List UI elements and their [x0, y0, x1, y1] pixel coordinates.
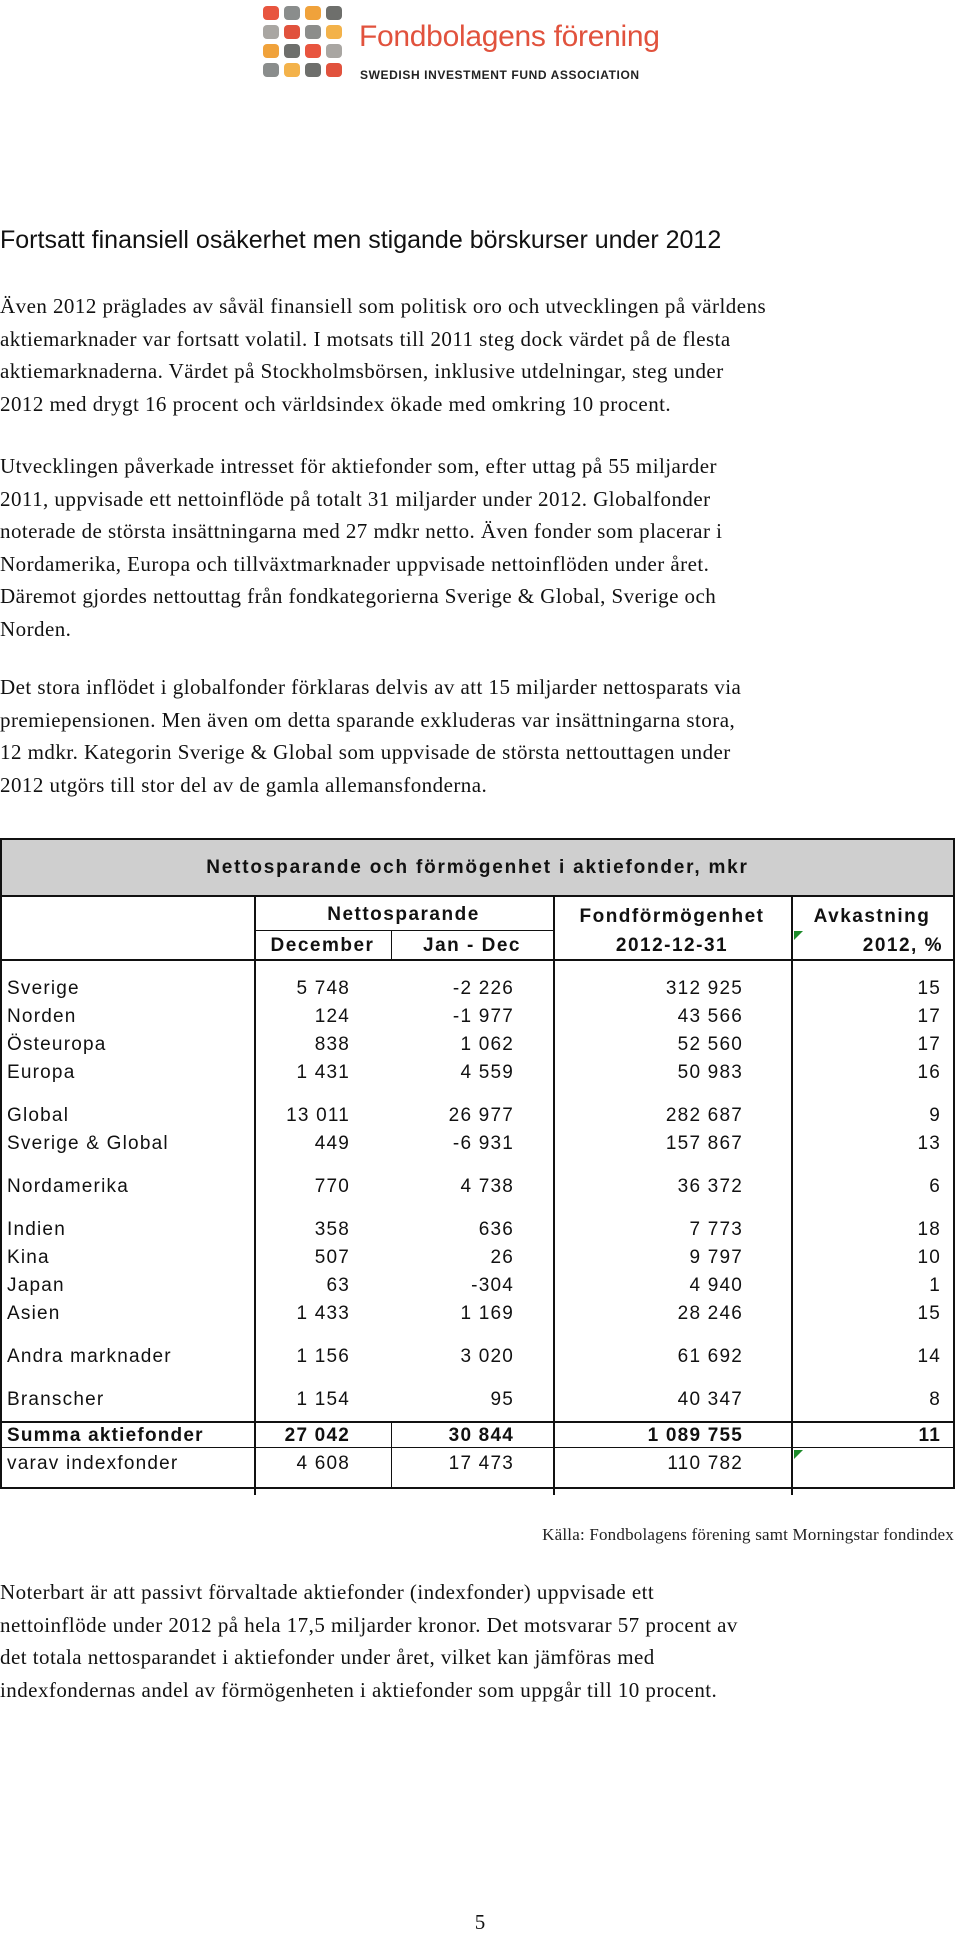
row-name: Japan [7, 1275, 65, 1296]
paragraph-1 [0, 290, 958, 420]
logo-square [305, 25, 321, 39]
text-line: Noterbart är att passivt förvaltade aktiefonder (indexfonder) uppvisade ett [0, 1580, 655, 1604]
paragraph-2 [0, 450, 958, 645]
row-fondformogenhet: 312 925 [665, 978, 743, 999]
paragraph-4 [0, 1576, 958, 1706]
comment-marker-icon [794, 1450, 803, 1459]
row-avkastning: 15 [917, 1303, 941, 1324]
association-logo [263, 4, 663, 86]
index-jan-dec: 17 473 [448, 1453, 514, 1474]
header-jan-dec: Jan - Dec [423, 935, 521, 956]
total-name: Summa aktiefonder [7, 1425, 204, 1446]
row-december: 1 154 [296, 1389, 350, 1410]
header-date: 2012-12-31 [615, 935, 729, 956]
row-fondformogenhet: 28 246 [677, 1303, 743, 1324]
row-december: 1 156 [296, 1346, 350, 1367]
logo-square [305, 6, 321, 20]
total-top-rule [2, 1421, 953, 1423]
row-name: Norden [7, 1006, 77, 1027]
row-avkastning: 6 [929, 1176, 941, 1197]
row-name: Branscher [7, 1389, 105, 1410]
logo-square [326, 44, 342, 58]
logo-square [284, 44, 300, 58]
logo-square [284, 25, 300, 39]
row-name: Sverige [7, 978, 80, 999]
row-jan-dec: 26 977 [448, 1105, 514, 1126]
total-december: 27 042 [284, 1425, 350, 1446]
row-name: Asien [7, 1303, 61, 1324]
row-december: 5 748 [296, 978, 350, 999]
row-jan-dec: 1 169 [460, 1303, 514, 1324]
total-avkastning: 11 [918, 1425, 941, 1446]
text-line: indexfondernas andel av förmögenheten i aktiefonder som uppgår till 10 procent. [0, 1677, 718, 1702]
row-name: Europa [7, 1062, 76, 1083]
text-line: aktiemarknaderna. Värdet på Stockholmsbörsen, inklusive utdelningar, steg under [0, 359, 724, 383]
row-december: 13 011 [286, 1105, 350, 1126]
row-jan-dec: 636 [478, 1219, 514, 1240]
row-avkastning: 15 [917, 978, 941, 999]
row-december: 1 431 [296, 1062, 350, 1083]
row-december: 770 [314, 1176, 350, 1197]
row-name: Global [7, 1105, 70, 1126]
text-line: 12 mdkr. Kategorin Sverige & Global som uppvisade de största nettouttagen under [0, 740, 731, 764]
row-avkastning: 18 [917, 1219, 941, 1240]
row-fondformogenhet: 4 940 [689, 1275, 743, 1296]
text-line: Även 2012 präglades av såväl finansiell som politisk oro och utvecklingen på världens [0, 294, 767, 318]
text-line: 2011, uppvisade ett nettoinflöde på totalt 31 miljarder under 2012. Globalfonder [0, 486, 711, 511]
row-avkastning: 13 [917, 1133, 941, 1154]
row-fondformogenhet: 9 797 [689, 1247, 743, 1268]
logo-square [284, 6, 300, 20]
index-december: 4 608 [296, 1453, 350, 1474]
row-avkastning: 17 [917, 1034, 941, 1055]
row-jan-dec: -304 [471, 1275, 514, 1296]
header-avkastning: Avkastning [813, 906, 931, 927]
row-jan-dec: -6 931 [452, 1133, 514, 1154]
row-jan-dec: 1 062 [460, 1034, 514, 1055]
row-jan-dec: 4 559 [460, 1062, 514, 1083]
logo-name: Fondbolagens förening [359, 20, 660, 53]
row-fondformogenhet: 43 566 [677, 1006, 743, 1027]
row-avkastning: 9 [929, 1105, 941, 1126]
text-line: Däremot gjordes nettouttag från fondkategorierna Sverige & Global, Sverige och [0, 584, 717, 608]
row-avkastning: 1 [929, 1275, 941, 1296]
logo-square [326, 6, 342, 20]
row-fondformogenhet: 40 347 [677, 1389, 743, 1410]
header-nettosparande: Nettosparande [327, 904, 480, 925]
text-line: 2012 utgörs till stor del av de gamla allemansfonderna. [0, 772, 488, 797]
table-title: Nettosparande och förmögenhet i aktiefonder, mkr [206, 857, 749, 878]
row-name: Nordamerika [7, 1176, 129, 1197]
row-december: 358 [314, 1219, 350, 1240]
text-line: noterade de största insättningarna med 27 mdkr netto. Även fonder som placerar i [0, 519, 723, 543]
text-line: 2012 med drygt 16 procent och världsindex ökade med omkring 10 procent. [0, 391, 672, 416]
header-subrule [254, 930, 553, 931]
header-year: 2012, % [862, 935, 943, 956]
logo-square [305, 44, 321, 58]
row-fondformogenhet: 282 687 [665, 1105, 743, 1126]
logo-subtitle: SWEDISH INVESTMENT FUND ASSOCIATION [360, 68, 640, 82]
row-avkastning: 16 [917, 1062, 941, 1083]
row-fondformogenhet: 50 983 [677, 1062, 743, 1083]
row-jan-dec: -1 977 [452, 1006, 514, 1027]
text-line: Utvecklingen påverkade intresset för aktiefonder som, efter uttag på 55 miljarder [0, 454, 717, 478]
row-december: 63 [326, 1275, 350, 1296]
row-december: 838 [314, 1034, 350, 1055]
row-avkastning: 8 [929, 1389, 941, 1410]
header-bottom-rule [2, 959, 953, 961]
logo-square [326, 25, 342, 39]
row-december: 124 [314, 1006, 350, 1027]
row-fondformogenhet: 36 372 [677, 1176, 743, 1197]
index-fondformogenhet: 110 782 [667, 1453, 743, 1474]
row-name: Andra marknader [7, 1346, 172, 1367]
logo-square [263, 63, 279, 77]
total-bottom-rule [2, 1447, 953, 1448]
text-line: Nordamerika, Europa och tillväxtmarknader uppvisade nettoinflöden under året. [0, 551, 710, 576]
logo-mark-icon [263, 6, 347, 82]
logo-square [263, 6, 279, 20]
row-name: Kina [7, 1247, 50, 1268]
row-fondformogenhet: 157 867 [665, 1133, 743, 1154]
row-jan-dec: 4 738 [460, 1176, 514, 1197]
row-fondformogenhet: 61 692 [677, 1346, 743, 1367]
row-name: Indien [7, 1219, 66, 1240]
total-fondformogenhet: 1 089 755 [647, 1425, 743, 1446]
fund-savings-table [0, 838, 955, 1489]
row-jan-dec: 26 [490, 1247, 514, 1268]
text-line: det totala nettosparandet i aktiefonder under året, vilket kan jämföras med [0, 1645, 655, 1669]
comment-marker-icon [794, 931, 803, 940]
page-number: 5 [474, 1910, 486, 1934]
row-december: 507 [314, 1247, 350, 1268]
row-fondformogenhet: 52 560 [677, 1034, 743, 1055]
paragraph-3 [0, 671, 958, 801]
text-line: premiepensionen. Men även om detta sparande exkluderas var insättningarna stora, [0, 707, 736, 732]
table-source: Källa: Fondbolagens förening samt Morningstar fondindex [542, 1525, 954, 1544]
row-december: 1 433 [296, 1303, 350, 1324]
row-name: Sverige & Global [7, 1133, 169, 1154]
index-name: varav indexfonder [7, 1453, 179, 1474]
row-avkastning: 10 [917, 1247, 941, 1268]
logo-square [263, 25, 279, 39]
row-fondformogenhet: 7 773 [689, 1219, 743, 1240]
text-line: aktiemarknader var fortsatt volatil. I motsats till 2011 steg dock värdet på de flesta [0, 326, 731, 351]
row-avkastning: 14 [917, 1346, 941, 1367]
logo-square [326, 63, 342, 77]
text-line: nettoinflöde under 2012 på hela 17,5 miljarder kronor. Det motsvarar 57 procent av [0, 1612, 738, 1637]
row-name: Östeuropa [7, 1034, 107, 1055]
page-heading: Fortsatt finansiell osäkerhet men stigande börskurser under 2012 [0, 226, 722, 254]
logo-square [305, 63, 321, 77]
header-december: December [270, 935, 375, 956]
row-december: 449 [314, 1133, 350, 1154]
header-fondformogenhet: Fondförmögenhet [579, 906, 765, 927]
row-avkastning: 17 [917, 1006, 941, 1027]
text-line: Det stora inflödet i globalfonder förklaras delvis av att 15 miljarder nettosparats via [0, 675, 742, 699]
row-jan-dec: 3 020 [460, 1346, 514, 1367]
row-jan-dec: 95 [490, 1389, 514, 1410]
logo-square [263, 44, 279, 58]
total-jan-dec: 30 844 [448, 1425, 514, 1446]
text-line: Norden. [0, 616, 72, 641]
row-jan-dec: -2 226 [452, 978, 514, 999]
logo-square [284, 63, 300, 77]
